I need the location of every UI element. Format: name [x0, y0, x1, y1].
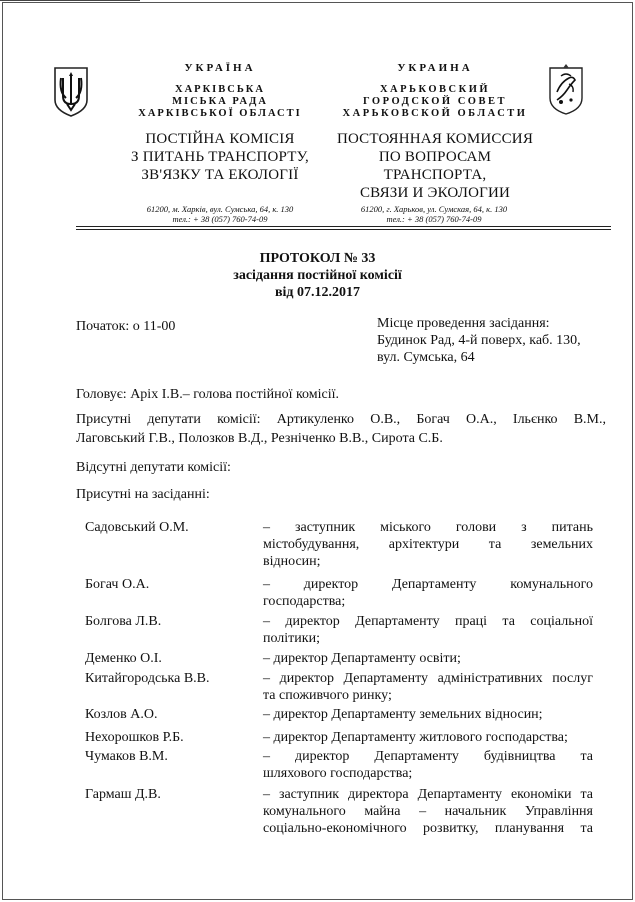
- meeting-date: від 07.12.2017: [274, 285, 361, 300]
- meeting-type: засідання постійної комісії: [233, 268, 402, 283]
- council-line: ГОРОДСКОЙ СОВЕТ: [363, 96, 507, 107]
- commission-line: ПО ВОПРОСАМ ТРАНСПОРТА,: [378, 149, 492, 183]
- commission-line: СВЯЗИ И ЭКОЛОГИИ: [359, 185, 511, 201]
- protocol-number: ПРОТОКОЛ № 33: [259, 251, 376, 266]
- attendee-name: Чумаков В.М.: [85, 749, 168, 764]
- country-name: УКРАИНА: [397, 62, 473, 74]
- ukraine-trident-emblem-icon: [53, 66, 89, 118]
- attendee-name: Гармаш Д.В.: [85, 787, 161, 802]
- council-name: [120, 84, 320, 120]
- country-name: УКРАЇНА: [184, 62, 256, 74]
- phone-line: тел.: + 38 (057) 760-74-09: [172, 214, 268, 224]
- attendee-role-line: – заступник міського голови з питань: [263, 520, 593, 535]
- venue-line: вул. Сумська, 64: [377, 350, 475, 365]
- present-deputies-line: Лаговський Г.В., Полозков В.Д., Резніченко В.В., Сирота С.Б.: [76, 431, 443, 446]
- present-at-meeting-heading: Присутні на засіданні:: [76, 487, 210, 502]
- attendee-role-line: – директор Департаменту адміністративних послуг: [263, 671, 593, 686]
- attendee-role-line: – директор Департаменту житлового господарства;: [263, 730, 568, 745]
- attendee-role: [263, 519, 593, 570]
- address-line: 61200, г. Харьков, ул. Сумская, 64, к. 130: [360, 204, 508, 214]
- attendee-role-line: – директор Департаменту земельних відносин;: [263, 707, 543, 722]
- attendee-name: Болгова Л.В.: [85, 614, 162, 629]
- attendee-name: Нехорошков Р.Б.: [85, 730, 184, 745]
- attendee-role: [263, 786, 593, 837]
- letterhead-russian: [330, 62, 540, 202]
- commission-name: [330, 130, 540, 202]
- attendee-name: Богач О.А.: [85, 577, 150, 592]
- kharkiv-coat-of-arms-icon: [547, 62, 585, 116]
- attendee-name: Деменко О.І.: [85, 651, 162, 666]
- absent-deputies: Відсутні депутати комісії:: [76, 460, 231, 475]
- commission-name: [120, 130, 320, 184]
- attendee-role: [263, 670, 593, 704]
- commission-line: ПОСТОЯННАЯ КОМИССИЯ: [336, 131, 534, 147]
- attendee-role-line: господарства;: [263, 594, 346, 609]
- attendee-role: [263, 650, 593, 667]
- attendee-role-line: політики;: [263, 631, 320, 646]
- present-deputies-line: Присутні депутати комісії: Артикуленко О.В., Богач О.А., Ільєнко В.М.,: [76, 412, 606, 427]
- attendee-role: [263, 576, 593, 610]
- attendee-role-line: – директор Департаменту освіти;: [263, 651, 461, 666]
- commission-line: ЗВ'ЯЗКУ ТА ЕКОЛОГІЇ: [141, 167, 299, 183]
- attendee-role-line: та споживчого ринку;: [263, 688, 392, 703]
- attendee-name: Садовський О.М.: [85, 520, 189, 535]
- council-line: МІСЬКА РАДА: [172, 96, 268, 107]
- scan-edge-line: [0, 0, 140, 1]
- commission-line: З ПИТАНЬ ТРАНСПОРТУ,: [131, 149, 309, 165]
- address-line: 61200, м. Харків, вул. Сумська, 64, к. 130: [146, 204, 294, 214]
- council-line: ХАРЬКОВСКОЙ ОБЛАСТИ: [342, 108, 528, 119]
- attendee-role: [263, 729, 593, 746]
- attendee-role: [263, 706, 593, 723]
- venue-line: Будинок Рад, 4-й поверх, каб. 130,: [377, 333, 581, 348]
- start-time: Початок: о 11-00: [76, 319, 176, 334]
- meeting-venue: [377, 315, 607, 366]
- letterhead-ukrainian: [120, 62, 320, 184]
- attendee-role-line: шляхового господарства;: [263, 766, 413, 781]
- address-russian: [336, 204, 532, 224]
- phone-line: тел.: + 38 (057) 760-74-09: [386, 214, 482, 224]
- council-line: ХАРЬКОВСКИЙ: [379, 84, 491, 95]
- letterhead-divider-thin: [76, 229, 611, 230]
- venue-line: Місце проведення засідання:: [377, 316, 550, 331]
- commission-line: ПОСТІЙНА КОМІСІЯ: [145, 131, 295, 147]
- attendee-role-line: – заступник директора Департаменту економіки та: [263, 787, 593, 802]
- attendee-role-line: комунального майна – начальник Управління: [263, 804, 593, 819]
- present-deputies: [76, 410, 606, 448]
- attendee-role-line: містобудування, архітектури та земельних: [263, 537, 593, 552]
- council-line: ХАРКІВСЬКОЇ ОБЛАСТІ: [138, 108, 302, 119]
- attendee-role-line: відносин;: [263, 554, 321, 569]
- document-title: [0, 250, 635, 301]
- council-line: ХАРКІВСЬКА: [174, 84, 265, 95]
- letterhead-divider-thick: [76, 226, 611, 227]
- address-ukrainian: [122, 204, 318, 224]
- attendee-role: [263, 748, 593, 782]
- council-name: [330, 84, 540, 120]
- attendee-role-line: – директор Департаменту комунального: [263, 577, 593, 592]
- chairperson: Головує: Аріх І.В.– голова постійної комісії.: [76, 387, 340, 402]
- attendee-role-line: соціально-економічного розвитку, планування та: [263, 821, 593, 836]
- attendee-role-line: – директор Департаменту праці та соціальної: [263, 614, 593, 629]
- attendee-name: Китайгородська В.В.: [85, 671, 210, 686]
- attendee-role-line: – директор Департаменту будівництва та: [263, 749, 593, 764]
- attendee-name: Козлов А.О.: [85, 707, 158, 722]
- attendee-role: [263, 613, 593, 647]
